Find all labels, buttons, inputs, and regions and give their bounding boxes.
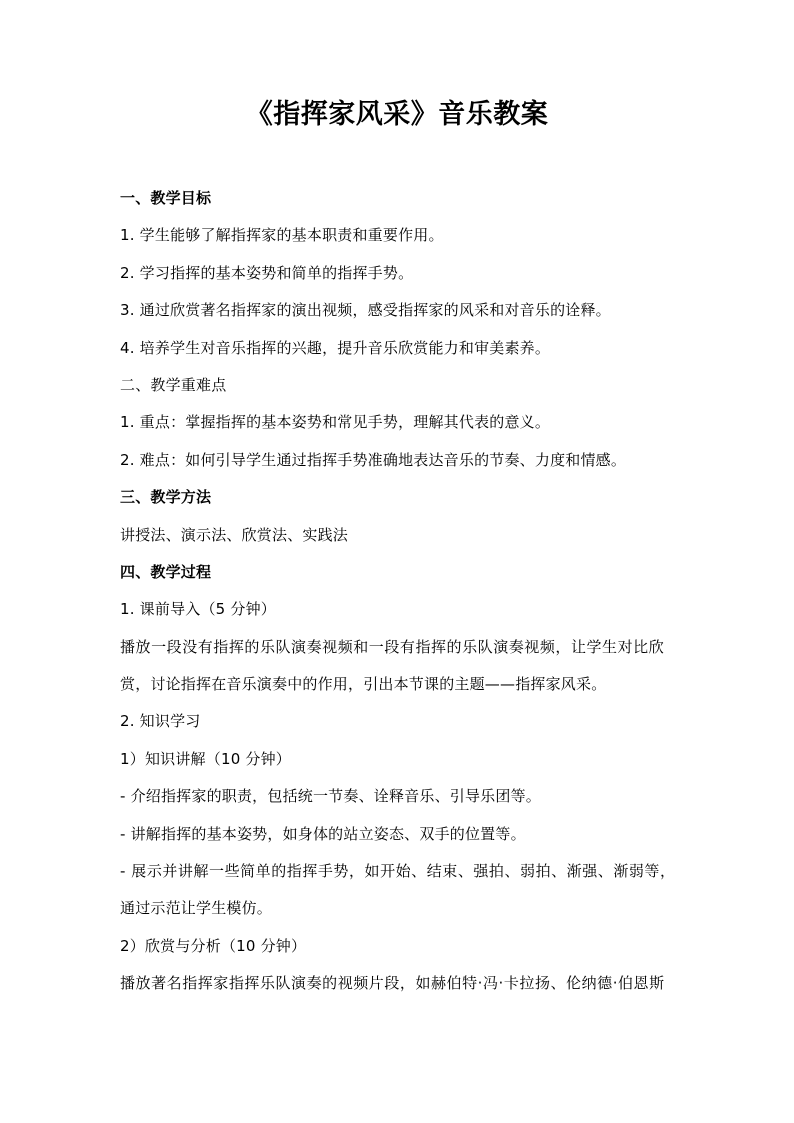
paragraph-line: 播放著名指挥家指挥乐队演奏的视频片段，如赫伯特·冯·卡拉扬、伦纳德·伯恩斯 [120,974,665,993]
key-point-item: 1. 重点：掌握指挥的基本姿势和常见手势，理解其代表的意义。 [120,413,551,432]
methods-text: 讲授法、演示法、欣赏法、实践法 [120,525,349,544]
list-item: - 介绍指挥家的职责，包括统一节奏、诠释音乐、引导乐团等。 [120,787,541,806]
substep-heading: 1）知识讲解（10 分钟） [120,749,291,768]
substep-heading: 2）欣赏与分析（10 分钟） [120,936,307,955]
paragraph-line: 通过示范让学生模仿。 [120,899,273,918]
objective-item: 1. 学生能够了解指挥家的基本职责和重要作用。 [120,226,444,245]
list-item: - 讲解指挥的基本姿势，如身体的站立姿态、双手的位置等。 [120,824,526,843]
paragraph-line: 赏，讨论指挥在音乐演奏中的作用，引出本节课的主题——指挥家风采。 [120,675,607,694]
section-heading-objectives: 一、教学目标 [120,189,212,207]
process-step-heading: 2. 知识学习 [120,712,201,731]
page-title: 《指挥家风采》音乐教案 [245,99,549,130]
process-step-heading: 1. 课前导入（5 分钟） [120,600,276,619]
objective-item: 2. 学习指挥的基本姿势和简单的指挥手势。 [120,263,414,282]
section-heading-process: 四、教学过程 [120,562,212,581]
key-point-item: 2. 难点：如何引导学生通过指挥手势准确地表达音乐的节奏、力度和情感。 [120,450,627,469]
list-item: - 展示并讲解一些简单的指挥手势，如开始、结束、强拍、弱拍、渐强、渐弱等， [120,862,676,881]
section-heading-key-points: 二、教学重难点 [120,375,227,394]
section-heading-methods: 三、教学方法 [120,488,212,507]
paragraph-line: 播放一段没有指挥的乐队演奏视频和一段有指挥的乐队演奏视频，让学生对比欣 [120,637,665,656]
objective-item: 4. 培养学生对音乐指挥的兴趣，提升音乐欣赏能力和审美素养。 [120,338,551,357]
objective-item: 3. 通过欣赏著名指挥家的演出视频，感受指挥家的风采和对音乐的诠释。 [120,301,611,320]
document-body [120,180,680,1003]
